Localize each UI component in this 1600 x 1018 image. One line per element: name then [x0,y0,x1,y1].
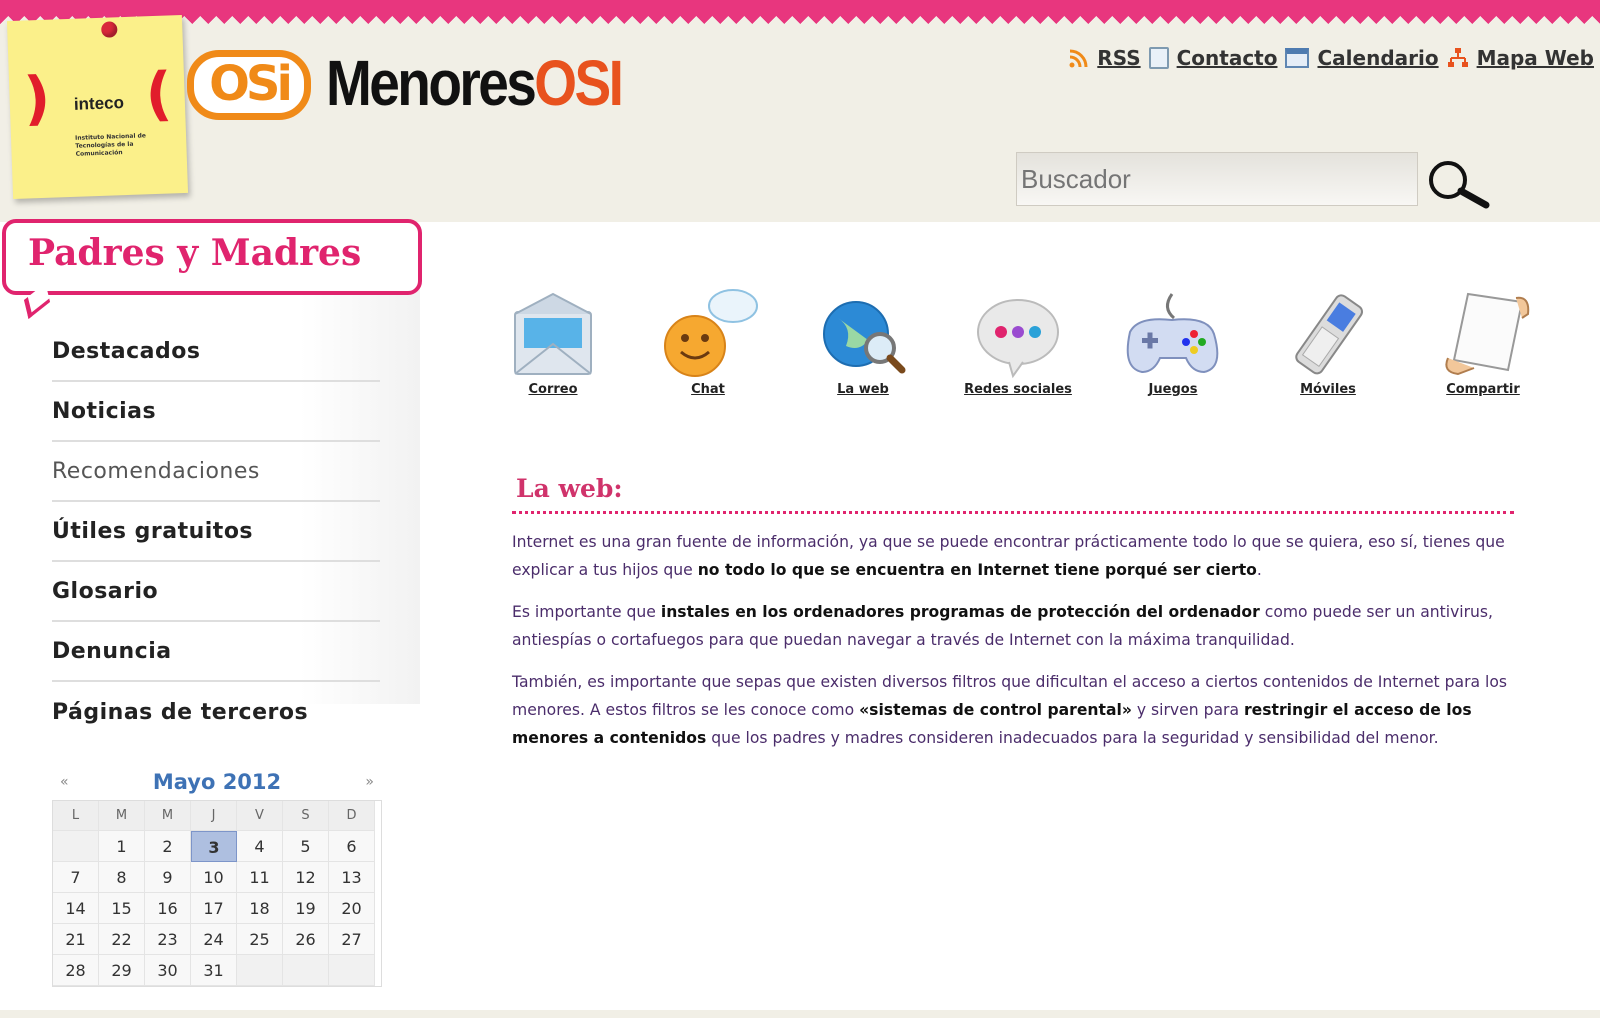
calendar-weekday: D [329,801,375,831]
sidebar-item-noticias[interactable]: Noticias [52,382,380,442]
topic-correo[interactable] [488,288,618,397]
calendar-day[interactable]: 17 [191,893,237,924]
topic-la-web[interactable] [798,288,928,397]
magnifier-icon [1426,158,1492,210]
mobile-phone-icon [1263,288,1393,382]
calendar-day[interactable]: 7 [53,862,99,893]
calendar-month-title: Mayo 2012 [152,770,282,794]
calendar-grid [52,800,382,987]
sidebar-menu [52,322,380,742]
inteco-wordmark: inteco [73,93,125,114]
top-links [1069,46,1594,70]
calendar-day[interactable]: 28 [53,955,99,986]
sidebar-item-recomendaciones[interactable]: Recomendaciones [52,442,380,502]
inteco-paren-left: ) [22,63,52,133]
topic-chat-label: Chat [691,382,725,397]
calendar-day[interactable]: 31 [191,955,237,986]
sidebar-item-paginas-de-terceros[interactable]: Páginas de terceros [52,699,309,725]
calendar-next-button[interactable]: » [365,774,374,790]
topic-redes-sociales-label: Redes sociales [964,382,1072,397]
calendar-day[interactable]: 10 [191,862,237,893]
header [0,0,1600,222]
mapa-web-label: Mapa Web [1476,46,1594,70]
rss-link[interactable] [1069,46,1140,70]
p2-text-2: como puede ser un antivirus, antiespías o cortafuegos para que puedan navegar a través de Internet con la máxima tranquilidad. [512,603,1494,649]
calendar-day[interactable]: 15 [99,893,145,924]
calendar-day[interactable]: 9 [145,862,191,893]
topic-compartir[interactable] [1418,288,1548,397]
p3-text-3: que los padres y madres consideren inadecuados para la seguridad y sensibilidad del menor. [706,729,1439,747]
share-paper-icon [1418,288,1548,382]
calendar-day[interactable]: 11 [237,862,283,893]
sidebar-item-denuncia[interactable]: Denuncia [52,622,380,682]
sitemap-icon [1447,47,1469,69]
p3-bold-2: restringir el acceso de los menores a contenidos [512,701,1472,747]
calendar-empty-cell [283,955,329,986]
contacto-link[interactable] [1149,46,1278,70]
search-button[interactable] [1426,158,1492,210]
topic-moviles-label: Móviles [1300,382,1356,397]
p1-bold-1: no todo lo que se encuentra en Internet tiene porqué ser cierto [697,561,1257,579]
calendar-icon [1285,48,1309,68]
article [512,474,1514,766]
inteco-paren-right: ( [144,59,174,129]
calendar-day[interactable]: 3 [191,831,237,862]
topic-chat[interactable] [643,288,773,397]
p2-text-1: Es importante que [512,603,661,621]
calendar-empty-cell [237,955,283,986]
p3-text-2: y sirven para [1131,701,1244,719]
calendar-day[interactable]: 21 [53,924,99,955]
topic-correo-label: Correo [528,382,578,397]
calendar-day[interactable]: 29 [99,955,145,986]
document-icon [1149,47,1169,69]
article-paragraph-3 [512,668,1514,752]
section-title: Padres y Madres [28,232,362,274]
calendar-day[interactable]: 13 [329,862,375,893]
topic-compartir-label: Compartir [1446,382,1520,397]
calendario-link[interactable] [1285,46,1438,70]
article-paragraph-1 [512,528,1514,584]
p2-bold-1: instales en los ordenadores programas de protección del ordenador [660,603,1260,621]
topic-la-web-label: La web [837,382,889,397]
calendar-day[interactable]: 22 [99,924,145,955]
topic-moviles[interactable] [1263,288,1393,397]
calendar-day[interactable]: 2 [145,831,191,862]
article-paragraph-2 [512,598,1514,654]
gamepad-icon [1108,288,1238,382]
calendar-day[interactable]: 6 [329,831,375,862]
topic-redes-sociales[interactable] [953,288,1083,397]
calendar-day[interactable]: 5 [283,831,329,862]
calendar-weekday: V [237,801,283,831]
p1-text-2: . [1256,561,1262,579]
calendar-day[interactable]: 1 [99,831,145,862]
p3-bold-1: «sistemas de control parental» [859,701,1132,719]
topic-icon-row [488,288,1548,408]
calendar-day[interactable]: 30 [145,955,191,986]
calendar-prev-button[interactable]: « [60,774,69,790]
calendar-day[interactable]: 25 [237,924,283,955]
sidebar-item-utiles-gratuitos[interactable]: Útiles gratuitos [52,502,380,562]
calendar-day[interactable]: 8 [99,862,145,893]
calendar-day[interactable]: 16 [145,893,191,924]
rss-label: RSS [1097,46,1141,70]
calendar-day[interactable]: 12 [283,862,329,893]
calendar-day[interactable]: 24 [191,924,237,955]
site-title[interactable] [326,46,621,120]
smiley-chat-icon [643,288,773,382]
calendar-day[interactable]: 18 [237,893,283,924]
p3-text-1: También, es importante que sepas que existen diversos filtros que dificultan el acceso a ciertos contenidos de Internet para los menores. A estos filtros se les conoce como [512,673,1507,719]
site-title-part1: Menores [326,47,535,119]
calendar-day[interactable]: 20 [329,893,375,924]
calendar-empty-cell [329,955,375,986]
article-title: La web: [512,474,1514,514]
contacto-label: Contacto [1176,46,1278,70]
calendar-header [52,764,382,800]
calendar-day[interactable]: 4 [237,831,283,862]
calendar-weekday: J [191,801,237,831]
calendar-day[interactable]: 27 [329,924,375,955]
topic-juegos-label: Juegos [1148,382,1198,397]
calendar-day[interactable]: 26 [283,924,329,955]
mapa-web-link[interactable] [1447,46,1594,70]
sidebar-item-destacados[interactable]: Destacados [52,322,380,382]
site-title-part2: OSI [534,47,622,119]
pushpin-icon [101,21,118,38]
calendar-weekday: S [283,801,329,831]
speech-bubble-icon [953,288,1083,382]
topic-juegos[interactable] [1108,288,1238,397]
search-input[interactable] [1016,152,1418,206]
globe-search-icon [798,288,928,382]
calendar-day[interactable]: 23 [145,924,191,955]
p1-text-1: Internet es una gran fuente de información, ya que se puede encontrar prácticamente todo lo que se quiera, eso sí, tienes que explicar a tus hijos que [512,533,1505,579]
envelope-icon [488,288,618,382]
osi-logo[interactable]: OSi [187,50,311,120]
calendar-empty-cell [53,831,99,862]
calendar-weekday: L [53,801,99,831]
inteco-subtitle: Instituto Nacional de Tecnologías de la Comunicación [74,132,147,158]
calendar-widget [52,764,382,987]
sidebar-item-glosario[interactable]: Glosario [52,562,380,622]
inteco-logo-note[interactable] [7,15,188,199]
calendar-weekday: M [145,801,191,831]
calendar-day[interactable]: 14 [53,893,99,924]
calendar-day[interactable]: 19 [283,893,329,924]
calendar-weekday: M [99,801,145,831]
calendario-label: Calendario [1317,46,1439,70]
footer-band [0,1010,1600,1018]
rss-icon [1069,48,1089,68]
